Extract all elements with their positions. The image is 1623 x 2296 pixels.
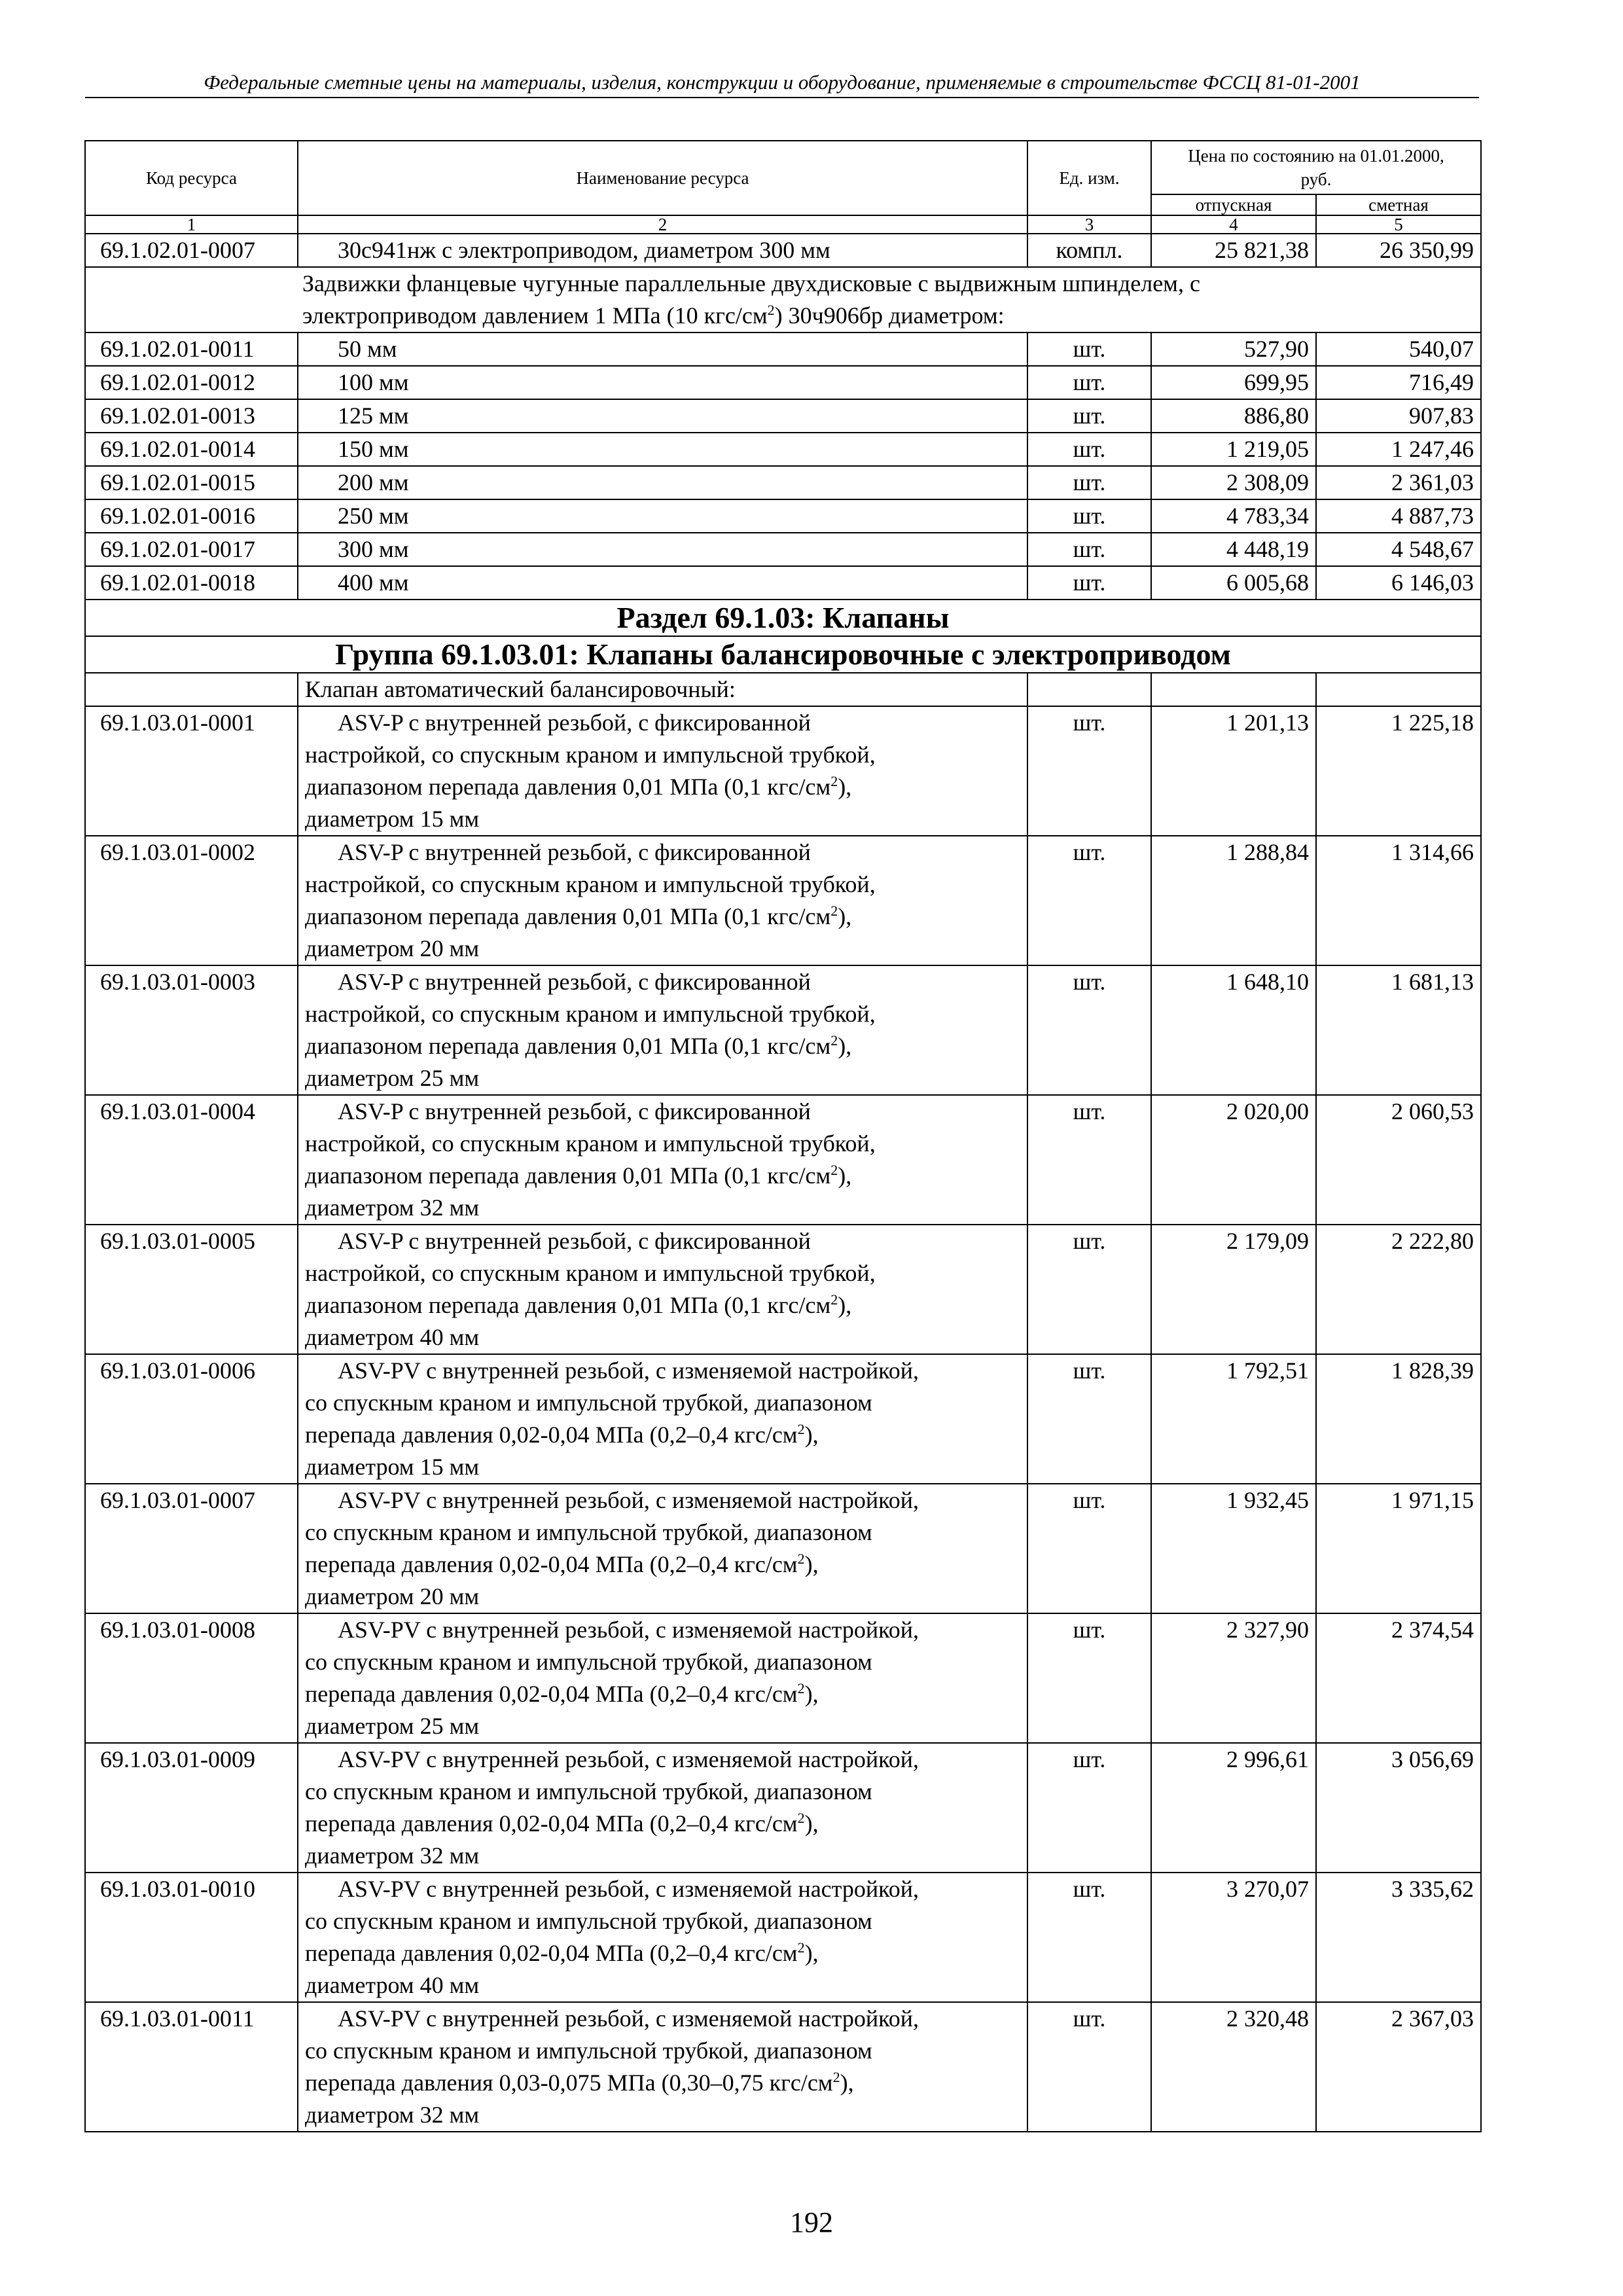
price-release: 2 020,00 (1151, 1095, 1316, 1225)
table-row (85, 234, 1481, 267)
price-release: 527,90 (1151, 332, 1316, 366)
table-row (85, 466, 1481, 499)
price-release: 1 932,45 (1151, 1484, 1316, 1613)
price-release: 1 219,05 (1151, 433, 1316, 466)
description-line: ASV-P с внутренней резьбой, с фиксированной (338, 709, 811, 736)
resource-unit: шт. (1027, 706, 1151, 836)
description-line: ), (804, 1681, 819, 1707)
resource-description (298, 1613, 1027, 1743)
resource-description (298, 2002, 1027, 2132)
description-line: перепада давления 0,02-0,04 МПа (0,2–0,4 кгс/см (305, 1810, 798, 1837)
resource-code: 69.1.02.01-0015 (85, 466, 298, 499)
description-line: со спускным краном и импульсной трубкой, диапазоном (305, 2037, 872, 2064)
superscript: 2 (797, 1421, 805, 1437)
resource-unit: шт. (1027, 1354, 1151, 1484)
price-release: 2 327,90 (1151, 1613, 1316, 1743)
description-line: диаметром 40 мм (305, 1324, 480, 1350)
resource-name: 30с941нж с электроприводом, диаметром 300 мм (298, 234, 1027, 267)
resource-code: 69.1.03.01-0006 (85, 1354, 298, 1484)
resource-code: 69.1.02.01-0012 (85, 366, 298, 399)
superscript: 2 (797, 1810, 805, 1826)
price-release: 699,95 (1151, 366, 1316, 399)
description-line: ASV-P с внутренней резьбой, с фиксированной (338, 969, 811, 995)
price-estimate: 1 225,18 (1316, 706, 1481, 836)
column-numbers-row (85, 215, 1481, 234)
resource-unit: шт. (1027, 1095, 1151, 1225)
group-row (85, 636, 1481, 673)
empty-cell (85, 673, 298, 706)
description-line: ASV-PV с внутренней резьбой, с изменяемой настройкой, (338, 2005, 919, 2032)
table-row (85, 706, 1481, 836)
column-number: 3 (1027, 215, 1151, 234)
resource-unit: компл. (1027, 234, 1151, 267)
price-estimate: 4 887,73 (1316, 499, 1481, 533)
resource-unit: шт. (1027, 499, 1151, 533)
description-line: диапазоном перепада давления 0,01 МПа (0,1 кгс/см (305, 774, 831, 800)
running-header: Федеральные сметные цены на материалы, изделия, конструкции и оборудование, применяемые в строительстве ФССЦ 81-01-2001 (85, 71, 1479, 98)
gate-valve-note-line2b: ) 30ч906бр диаметром: (774, 302, 1005, 329)
resource-unit: шт. (1027, 433, 1151, 466)
description-line: со спускным краном и импульсной трубкой, диапазоном (305, 1908, 872, 1934)
description-line: перепада давления 0,02-0,04 МПа (0,2–0,4 кгс/см (305, 1681, 798, 1707)
resource-description (298, 1095, 1027, 1225)
price-table (84, 140, 1482, 2132)
header-name: Наименование ресурса (298, 141, 1027, 215)
description-line: диаметром 40 мм (305, 1972, 480, 1998)
description-line: диапазоном перепада давления 0,01 МПа (0,1 кгс/см (305, 1033, 831, 1059)
resource-code: 69.1.02.01-0016 (85, 499, 298, 533)
table-row (85, 433, 1481, 466)
resource-code: 69.1.03.01-0005 (85, 1225, 298, 1354)
price-release: 3 270,07 (1151, 1873, 1316, 2002)
resource-description (298, 965, 1027, 1095)
superscript: 2 (830, 903, 838, 919)
price-estimate: 2 374,54 (1316, 1613, 1481, 1743)
table-row (85, 366, 1481, 399)
superscript: 2 (830, 1291, 838, 1308)
description-line: ), (838, 774, 852, 800)
table-row (85, 399, 1481, 433)
description-line: ), (804, 1422, 819, 1448)
resource-description (298, 706, 1027, 836)
price-estimate: 1 971,15 (1316, 1484, 1481, 1613)
empty-cell (1027, 673, 1151, 706)
description-line: перепада давления 0,02-0,04 МПа (0,2–0,4 кгс/см (305, 1551, 798, 1577)
table-row (85, 499, 1481, 533)
gate-valve-note (85, 267, 1481, 332)
resource-name: 200 мм (298, 466, 1027, 499)
resource-unit: шт. (1027, 965, 1151, 1095)
resource-code: 69.1.03.01-0002 (85, 836, 298, 965)
description-line: настройкой, со спускным краном и импульсной трубкой, (305, 1001, 876, 1027)
resource-unit: шт. (1027, 566, 1151, 600)
description-line: ), (804, 1940, 819, 1966)
description-line: настройкой, со спускным краном и импульсной трубкой, (305, 871, 876, 897)
resource-code: 69.1.03.01-0011 (85, 2002, 298, 2132)
superscript: 2 (767, 302, 775, 318)
price-estimate: 3 056,69 (1316, 1743, 1481, 1873)
table-row (85, 2002, 1481, 2132)
table-row (85, 1095, 1481, 1225)
group-title: Группа 69.1.03.01: Клапаны балансировочные с электроприводом (85, 636, 1481, 673)
resource-code: 69.1.02.01-0013 (85, 399, 298, 433)
description-line: диаметром 32 мм (305, 1194, 480, 1221)
price-estimate: 26 350,99 (1316, 234, 1481, 267)
table-row (85, 836, 1481, 965)
header-price-release: отпускная (1151, 194, 1316, 215)
description-line: диапазоном перепада давления 0,01 МПа (0,1 кгс/см (305, 1292, 831, 1318)
resource-unit: шт. (1027, 466, 1151, 499)
table-row (85, 1873, 1481, 2002)
superscript: 2 (797, 1551, 805, 1567)
price-estimate: 1 828,39 (1316, 1354, 1481, 1484)
table-row (85, 1613, 1481, 1743)
group-note: Клапан автоматический балансировочный: (298, 673, 1027, 706)
price-estimate: 1 314,66 (1316, 836, 1481, 965)
description-line: диаметром 25 мм (305, 1065, 480, 1091)
description-line: ASV-PV с внутренней резьбой, с изменяемой настройкой, (338, 1876, 919, 1902)
price-release: 4 448,19 (1151, 533, 1316, 566)
table-row (85, 566, 1481, 600)
column-number: 4 (1151, 215, 1316, 234)
price-release: 1 648,10 (1151, 965, 1316, 1095)
resource-name: 300 мм (298, 533, 1027, 566)
column-number: 5 (1316, 215, 1481, 234)
description-line: диапазоном перепада давления 0,01 МПа (0,1 кгс/см (305, 1162, 831, 1189)
resource-unit: шт. (1027, 399, 1151, 433)
resource-description (298, 1225, 1027, 1354)
price-estimate: 4 548,67 (1316, 533, 1481, 566)
description-line: диаметром 25 мм (305, 1713, 480, 1739)
price-release: 2 179,09 (1151, 1225, 1316, 1354)
description-line: настройкой, со спускным краном и импульсной трубкой, (305, 1260, 876, 1286)
price-release: 1 201,13 (1151, 706, 1316, 836)
description-line: ASV-PV с внутренней резьбой, с изменяемой настройкой, (338, 1617, 919, 1643)
header-price-estimate: сметная (1316, 194, 1481, 215)
resource-code: 69.1.03.01-0008 (85, 1613, 298, 1743)
description-line: ASV-P с внутренней резьбой, с фиксированной (338, 1228, 811, 1254)
resource-description (298, 1484, 1027, 1613)
description-line: диапазоном перепада давления 0,01 МПа (0,1 кгс/см (305, 903, 831, 929)
description-line: диаметром 20 мм (305, 935, 480, 961)
price-estimate: 2 060,53 (1316, 1095, 1481, 1225)
resource-name: 100 мм (298, 366, 1027, 399)
resource-code: 69.1.02.01-0007 (85, 234, 298, 267)
superscript: 2 (797, 1939, 805, 1956)
section-title: Раздел 69.1.03: Клапаны (85, 600, 1481, 636)
resource-description (298, 1873, 1027, 2002)
page-number: 192 (790, 2206, 833, 2238)
description-line: со спускным краном и импульсной трубкой, диапазоном (305, 1649, 872, 1675)
resource-code: 69.1.03.01-0007 (85, 1484, 298, 1613)
description-line: диаметром 15 мм (305, 1454, 480, 1480)
description-line: настройкой, со спускным краном и импульсной трубкой, (305, 1130, 876, 1157)
description-line: ASV-P с внутренней резьбой, с фиксированной (338, 839, 811, 865)
resource-description (298, 836, 1027, 965)
price-release: 2 996,61 (1151, 1743, 1316, 1873)
section-row (85, 600, 1481, 636)
price-estimate: 1 247,46 (1316, 433, 1481, 466)
price-estimate: 2 222,80 (1316, 1225, 1481, 1354)
description-line: ), (840, 2070, 854, 2096)
description-line: со спускным краном и импульсной трубкой, диапазоном (305, 1519, 872, 1545)
resource-code: 69.1.02.01-0011 (85, 332, 298, 366)
resource-unit: шт. (1027, 1873, 1151, 2002)
header-code: Код ресурса (85, 141, 298, 215)
header-row (85, 141, 1481, 194)
description-line: ASV-P с внутренней резьбой, с фиксированной (338, 1098, 811, 1124)
group-note-row (85, 267, 1481, 332)
price-estimate: 716,49 (1316, 366, 1481, 399)
table-row (85, 533, 1481, 566)
description-line: ), (804, 1551, 819, 1577)
header-price-group: Цена по состоянию на 01.01.2000, руб. (1151, 141, 1481, 194)
price-estimate: 540,07 (1316, 332, 1481, 366)
resource-unit: шт. (1027, 1743, 1151, 1873)
resource-name: 250 мм (298, 499, 1027, 533)
resource-unit: шт. (1027, 366, 1151, 399)
description-line: настройкой, со спускным краном и импульсной трубкой, (305, 742, 876, 768)
resource-code: 69.1.02.01-0014 (85, 433, 298, 466)
resource-description (298, 1354, 1027, 1484)
resource-name: 50 мм (298, 332, 1027, 366)
resource-name: 400 мм (298, 566, 1027, 600)
price-release: 4 783,34 (1151, 499, 1316, 533)
description-line: ), (804, 1810, 819, 1837)
gate-valve-note-line1: Задвижки фланцевые чугунные параллельные двухдисковые с выдвижным шпинделем, с (302, 270, 1200, 296)
description-line: со спускным краном и импульсной трубкой, диапазоном (305, 1390, 872, 1416)
table-row (85, 1354, 1481, 1484)
empty-cell (1151, 673, 1316, 706)
description-line: перепада давления 0,02-0,04 МПа (0,2–0,4 кгс/см (305, 1940, 798, 1966)
resource-unit: шт. (1027, 2002, 1151, 2132)
description-line: диаметром 20 мм (305, 1583, 480, 1609)
resource-name: 125 мм (298, 399, 1027, 433)
price-estimate: 6 146,03 (1316, 566, 1481, 600)
resource-code: 69.1.02.01-0018 (85, 566, 298, 600)
resource-unit: шт. (1027, 332, 1151, 366)
resource-unit: шт. (1027, 1613, 1151, 1743)
description-line: ASV-PV с внутренней резьбой, с изменяемой настройкой, (338, 1746, 919, 1772)
superscript: 2 (832, 2069, 840, 2085)
description-line: ASV-PV с внутренней резьбой, с изменяемой настройкой, (338, 1357, 919, 1384)
description-line: со спускным краном и импульсной трубкой, диапазоном (305, 1778, 872, 1804)
description-line: ASV-PV с внутренней резьбой, с изменяемой настройкой, (338, 1487, 919, 1513)
column-number: 2 (298, 215, 1027, 234)
price-estimate: 2 367,03 (1316, 2002, 1481, 2132)
description-line: диаметром 32 мм (305, 2102, 480, 2128)
resource-unit: шт. (1027, 836, 1151, 965)
price-release: 25 821,38 (1151, 234, 1316, 267)
description-line: диаметром 15 мм (305, 806, 480, 832)
description-line: перепада давления 0,02-0,04 МПа (0,2–0,4 кгс/см (305, 1422, 798, 1448)
table-row (85, 332, 1481, 366)
resource-code: 69.1.03.01-0009 (85, 1743, 298, 1873)
table-row (85, 965, 1481, 1095)
gate-valve-note-line2a: электроприводом давлением 1 МПа (10 кгс/см (302, 302, 768, 329)
description-line: ), (838, 1292, 852, 1318)
price-release: 2 308,09 (1151, 466, 1316, 499)
price-release: 6 005,68 (1151, 566, 1316, 600)
resource-unit: шт. (1027, 533, 1151, 566)
description-line: диаметром 32 мм (305, 1842, 480, 1869)
table-row (85, 1225, 1481, 1354)
resource-code: 69.1.03.01-0001 (85, 706, 298, 836)
resource-name: 150 мм (298, 433, 1027, 466)
price-release: 2 320,48 (1151, 2002, 1316, 2132)
superscript: 2 (830, 1162, 838, 1178)
price-estimate: 3 335,62 (1316, 1873, 1481, 2002)
resource-unit: шт. (1027, 1484, 1151, 1613)
resource-code: 69.1.03.01-0003 (85, 965, 298, 1095)
column-number: 1 (85, 215, 298, 234)
price-release: 1 288,84 (1151, 836, 1316, 965)
price-estimate: 2 361,03 (1316, 466, 1481, 499)
resource-description (298, 1743, 1027, 1873)
resource-code: 69.1.03.01-0004 (85, 1095, 298, 1225)
price-release: 1 792,51 (1151, 1354, 1316, 1484)
description-line: перепада давления 0,03-0,075 МПа (0,30–0,75 кгс/см (305, 2070, 833, 2096)
resource-code: 69.1.03.01-0010 (85, 1873, 298, 2002)
table-row (85, 1743, 1481, 1873)
superscript: 2 (830, 1032, 838, 1049)
superscript: 2 (830, 773, 838, 789)
resource-unit: шт. (1027, 1225, 1151, 1354)
group-note-row (85, 673, 1481, 706)
description-line: ), (838, 1033, 852, 1059)
superscript: 2 (797, 1680, 805, 1696)
resource-code: 69.1.02.01-0017 (85, 533, 298, 566)
description-line: ), (838, 903, 852, 929)
price-estimate: 907,83 (1316, 399, 1481, 433)
header-unit: Ед. изм. (1027, 141, 1151, 215)
price-estimate: 1 681,13 (1316, 965, 1481, 1095)
table-row (85, 1484, 1481, 1613)
price-release: 886,80 (1151, 399, 1316, 433)
empty-cell (1316, 673, 1481, 706)
description-line: ), (838, 1162, 852, 1189)
